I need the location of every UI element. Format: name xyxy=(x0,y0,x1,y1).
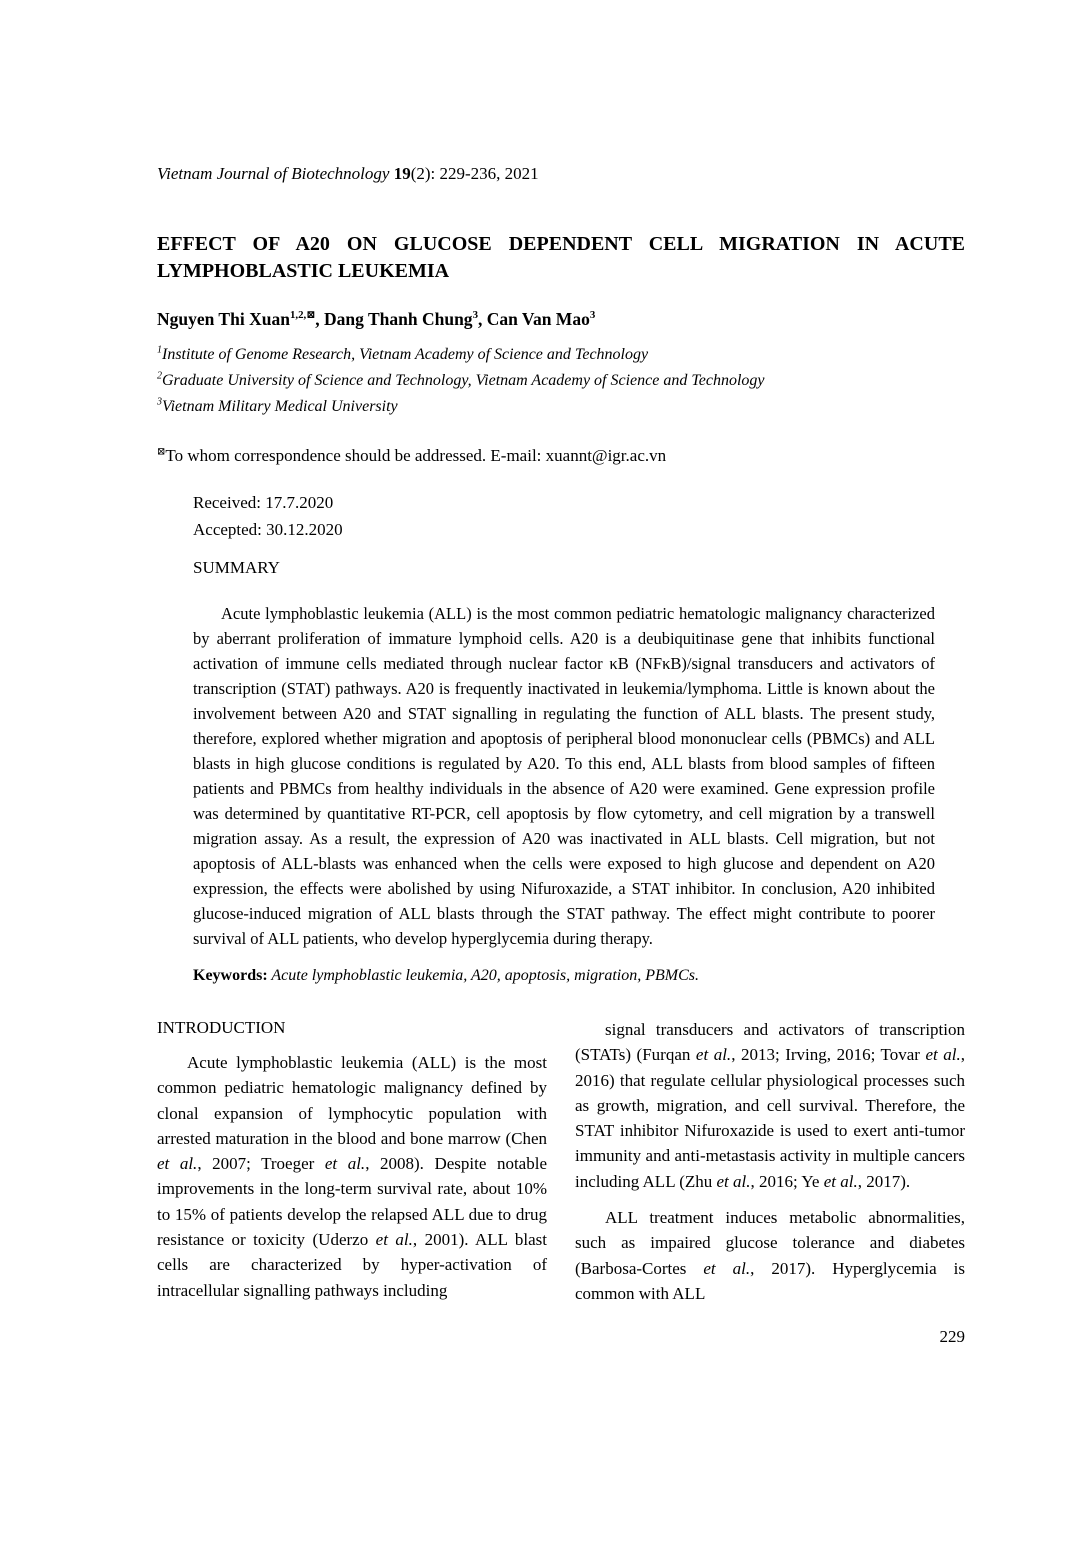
intro-paragraph-3: ALL treatment induces metabolic abnormalities, such as impaired glucose tolerance and diabetes (Barbosa-Cortes et al., 2017). Hyperglycemia is common with ALL xyxy=(575,1208,965,1303)
introduction-heading: INTRODUCTION xyxy=(157,1018,286,1037)
affiliation-text: Institute of Genome Research, Vietnam Academy of Science and Technology xyxy=(162,346,649,363)
affiliation-item-3 xyxy=(157,394,965,420)
journal-header: Vietnam Journal of Biotechnology 19(2): 229-236, 2021 xyxy=(157,164,539,183)
authors-line: Nguyen Thi Xuan$^{1,2,⊠}$, Dang Thanh Chung$^3$, Can Van Mao$^3$ xyxy=(157,309,596,329)
received-date: Received: 17.7.2020 xyxy=(193,493,334,512)
affiliation-item-2 xyxy=(157,368,965,394)
page-footer xyxy=(157,1326,965,1348)
paper-title xyxy=(157,231,965,285)
accepted-date: Accepted: 30.12.2020 xyxy=(193,520,343,539)
affiliation-text: Vietnam Military Medical University xyxy=(162,398,398,415)
keywords-value: Acute lymphoblastic leukemia, A20, apoptosis, migration, PBMCs. xyxy=(267,967,700,984)
paper-title-line1: EFFECT OF A20 ON GLUCOSE DEPENDENT CELL MIGRATION IN ACUTE xyxy=(157,233,965,255)
summary-paragraph: Acute lymphoblastic leukemia (ALL) is the most common pediatric hematologic malignancy characterized by aberrant proliferation of immature lymphoid cells. A20 is a deubiquitinase gene that inhibits functional activation of immune cells mediated through nuclear factor κB (NFκB)/signal transducers and activators of transcription (STAT) pathways. A20 is frequently inactivated in leukemia/lymphoma. Little is known about the involvement between A20 and STAT signalling in regulating the function of ALL blasts. The present study, therefore, explored whether migration and apoptosis of peripheral blood mononuclear cells (PBMCs) and ALL blasts in high glucose conditions is regulated by A20. To this end, ALL blasts from blood samples of fifteen patients and PBMCs from healthy individuals in the absence of A20 were examined. Gene expression profile was determined by quantitative RT-PCR, cell apoptosis by flow cytometry, and cell migration by a transwell migration assay. As a result, the expression of A20 was inactivated in ALL blasts. Cell migration, but not apoptosis of ALL-blasts was enhanced when the cells were exposed to high glucose and dependent on A20 expression, the effects were abolished by using Nifuroxazide, a STAT inhibitor. In conclusion, A20 inhibited glucose-induced migration of ALL blasts through the STAT pathway. The effect might contribute to poorer survival of ALL patients, who develop hyperglycemia during therapy. xyxy=(193,604,935,948)
correspondence-text: To whom correspondence should be addressed. E-mail: xuannt@igr.ac.vn xyxy=(165,446,667,465)
affiliation-superscript: 1 xyxy=(157,344,162,356)
correspondence-note xyxy=(157,445,965,467)
affiliation-superscript: 2 xyxy=(157,370,162,382)
affiliation-item-1 xyxy=(157,342,965,368)
intro-paragraph-1: Acute lymphoblastic leukemia (ALL) is the most common pediatric hematologic malignancy defined by clonal expansion of lymphocytic population with arrested maturation in the blood and bone marrow (Chen et al., 2007; Troeger et al., 2008). Despite notable improvements in the long-term survival rate, about 10% to 15% of patients develop the relapsed ALL due to drug resistance or toxicity (Uderzo et al., 2001). ALL blast cells are characterized by hyper-activation of intracellular signalling pathways including xyxy=(157,1053,547,1300)
affiliation-text: Graduate University of Science and Technology, Vietnam Academy of Science and Technology xyxy=(162,372,765,389)
page-number: 229 xyxy=(939,1327,965,1347)
introduction-section xyxy=(157,1017,965,1306)
intro-left-column xyxy=(157,1017,547,1306)
affiliation-superscript: 3 xyxy=(157,396,162,408)
intro-right-column xyxy=(575,1017,965,1306)
keywords-line xyxy=(193,965,935,987)
intro-paragraph-2: signal transducers and activators of transcription (STATs) (Furqan et al., 2013; Irving, 2016; Tovar et al., 2016) that regulate cellular physiological processes such as growth, migration, and cell survival. Therefore, the STAT inhibitor Nifuroxazide is used to exert anti-tumor immunity and anti-metastasis activity in multiple cancers including ALL (Zhu et al., 2016; Ye et al., 2017). xyxy=(575,1020,965,1191)
envelope-icon: ⊠ xyxy=(157,446,166,458)
paper-title-line2: LYMPHOBLASTIC LEUKEMIA xyxy=(157,260,450,282)
keywords-label: Keywords: xyxy=(193,967,268,984)
summary-heading: SUMMARY xyxy=(193,558,280,577)
affiliations-block xyxy=(157,342,965,420)
dates-block xyxy=(193,489,965,543)
